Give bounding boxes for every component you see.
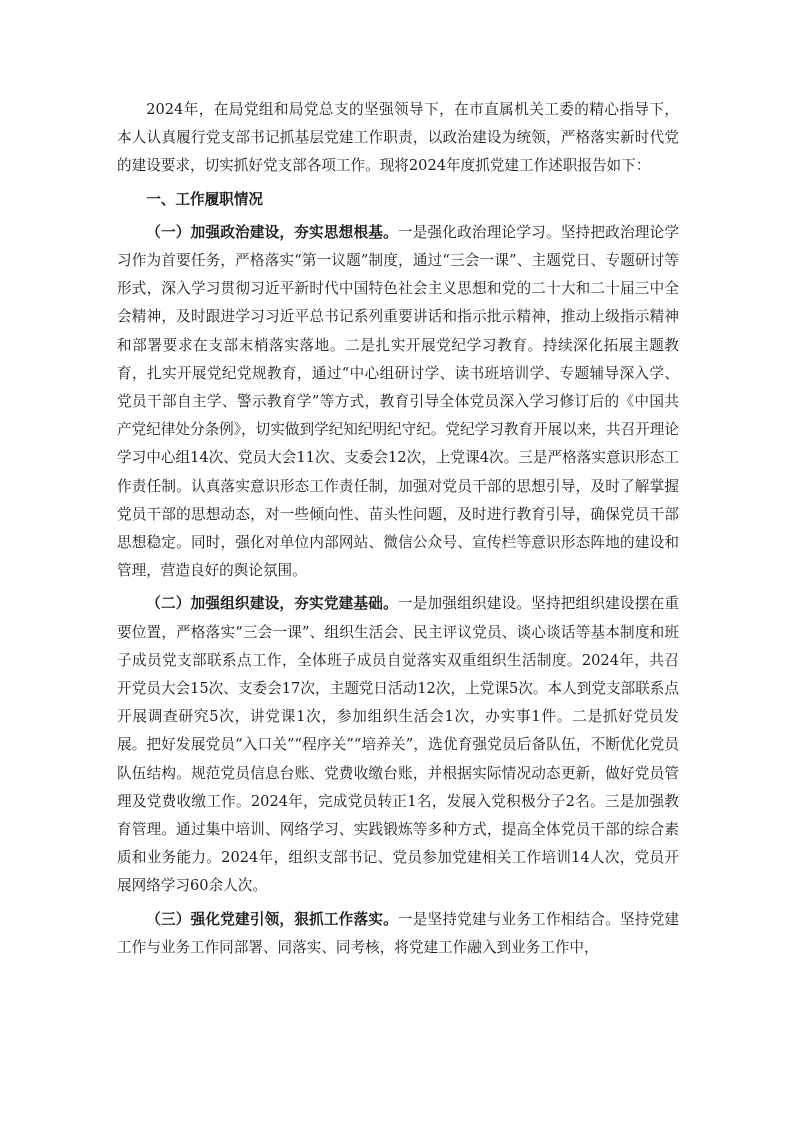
section-heading: 一、工作履职情况: [146, 190, 263, 208]
subsection-2-body: 一是加强组织建设。坚持把组织建设摆在重要位置，严格落实“三会一课”、组织生活会、民主评议党员、谈心谈话等基本制度和班子成员党支部联系点工作，全体班子成员自觉落实双重组织生活制度。2024年，共召开党员大会15次、支委会17次，主题党日活动12次，上党课5次。本人到党支部联系点开展调查研究5次，讲党课1次，参加组织生活会1次，办实事1件。二是抓好党员发展。把好发展党员“入口关”“程序关”“培养关”，选优育强党员后备队伍，不断优化党员队伍结构。规范党员信息台账、党费收缴台账，并根据实际情况动态更新，做好党员管理及党费收缴工作。2024年，完成党员转正1名，发展入党积极分子2名。三是加强教育管理。通过集中培训、网络学习、实践锻炼等多种方式，提高全体党员干部的综合素质和业务能力。2024年，组织支部书记、党员参加党建相关工作培训14人次，党员开展网络学习60余人次。: [117, 595, 679, 895]
subsection-1-paragraph: [117, 219, 679, 586]
intro-paragraph: 2024年，在局党组和局党总支的坚强领导下，在市直属机关工委的精心指导下，本人认真履行党支部书记抓基层党建工作职责，以政治建设为统领，严格落实新时代党的建设要求，切实抓好党支部各项工作。现将2024年度抓党建工作述职报告如下：: [117, 101, 679, 175]
subsection-2-paragraph: [117, 590, 679, 900]
subsection-3-paragraph: [117, 906, 679, 962]
document-body: [117, 96, 679, 967]
subsection-1-body: 一是强化政治理论学习。坚持把政治理论学习作为首要任务，严格落实“第一议题”制度，通过“三会一课”、主题党日、专题研讨等形式，深入学习贯彻习近平新时代中国特色社会主义思想和党的二十大和二十届三中全会精神，及时跟进学习习近平总书记系列重要讲话和指示批示精神，推动上级指示精神和部署要求在支部末梢落实落地。二是扎实开展党纪学习教育。持续深化拓展主题教育，扎实开展党纪党规教育，通过“中心组研讨学、读书班培训学、专题辅导深入学、党员干部自主学、警示教育学”等方式，教育引导全体党员深入学习修订后的《中国共产党纪律处分条例》，切实做到学纪知纪明纪守纪。党纪学习教育开展以来，共召开理论学习中心组14次、党员大会11次、支委会12次，上党课4次。三是严格落实意识形态工作责任制。认真落实意识形态工作责任制，加强对党员干部的思想引导，及时了解掌握党员干部的思想动态，对一些倾向性、苗头性问题，及时进行教育引导，确保党员干部思想稳定。同时，强化对单位内部网站、微信公众号、宣传栏等意识形态阵地的建设和管理，营造良好的舆论氛围。: [117, 223, 679, 580]
subsection-3-body: 一是坚持党建与业务工作相结合。坚持党建工作与业务工作同部署、同落实、同考核，将党建工作融入到业务工作中，: [117, 910, 679, 956]
subsection-3-lead: （三）强化党建引领，狠抓工作落实。: [146, 910, 398, 928]
subsection-2-lead: （二）加强组织建设，夯实党建基础。: [146, 595, 398, 613]
subsection-1-lead: （一）加强政治建设，夯实思想根基。: [146, 223, 398, 241]
